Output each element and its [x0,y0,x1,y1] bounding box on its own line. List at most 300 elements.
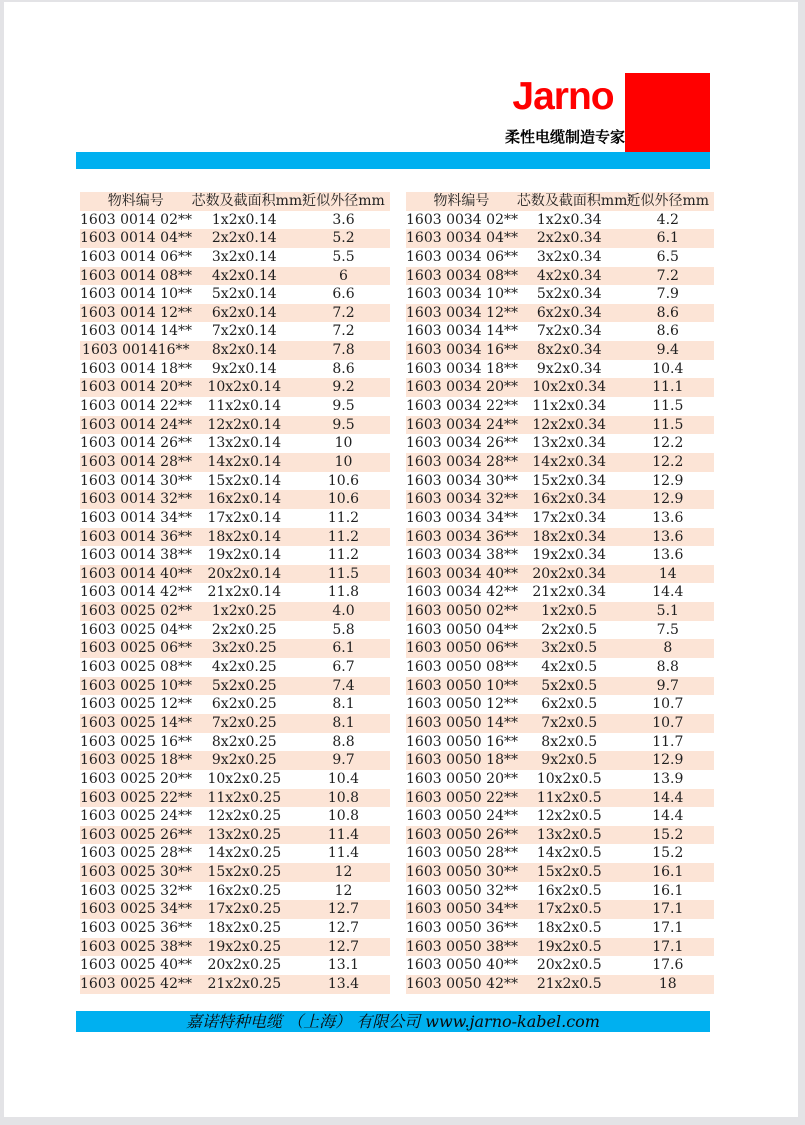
outer-diameter: 5.2 [332,230,355,247]
material-code: 1603 0025 42** [80,975,192,992]
table-row [406,863,714,882]
material-code: 1603 0014 06** [80,248,192,265]
material-code: 1603 0050 38** [406,938,518,955]
table-row [80,341,390,360]
material-code: 1603 0014 32** [80,491,192,508]
core-spec: 18x2x0.5 [536,919,602,936]
material-code: 1603 0034 18** [406,360,518,377]
core-spec: 18x2x0.25 [207,919,282,936]
outer-diameter: 10 [334,435,353,452]
core-spec: 14x2x0.14 [207,453,282,470]
material-code: 1603 0034 24** [406,416,518,433]
core-spec: 15x2x0.34 [532,472,607,489]
outer-diameter: 9.2 [332,379,355,396]
outer-diameter: 10.4 [327,770,360,787]
table-row [80,770,390,789]
table-row [80,677,390,696]
core-spec: 2x2x0.34 [536,230,602,247]
material-code: 1603 0025 28** [80,845,192,862]
table-row [406,826,714,845]
core-spec: 2x2x0.14 [211,230,277,247]
outer-diameter: 13.6 [652,547,684,564]
core-spec: 21x2x0.14 [207,584,282,601]
outer-diameter: 13.4 [327,975,360,992]
core-spec: 21x2x0.5 [536,975,602,992]
material-code: 1603 0034 06** [406,248,518,265]
material-code: 1603 0034 42** [406,584,518,601]
material-code: 1603 0025 26** [80,826,192,843]
core-spec: 10x2x0.5 [536,770,602,787]
header-divider-bar [76,152,710,169]
material-code: 1603 0014 14** [80,323,192,340]
material-code: 1603 0050 16** [406,733,518,750]
outer-diameter: 3.6 [332,211,355,228]
table-row [406,770,714,789]
core-spec: 11x2x0.14 [207,398,282,415]
table-row [406,695,714,714]
column-header: 物料编号 [433,193,490,209]
core-spec: 4x2x0.14 [211,267,277,284]
core-spec: 6x2x0.25 [211,696,277,713]
table-row [80,304,390,323]
table-row [406,285,714,304]
core-spec: 4x2x0.25 [211,659,277,676]
material-code: 1603 0025 14** [80,714,192,731]
core-spec: 10x2x0.34 [532,379,607,396]
core-spec: 7x2x0.5 [541,714,598,731]
table-row [80,322,390,341]
core-spec: 7x2x0.34 [536,323,602,340]
material-code: 1603 0014 30** [80,472,192,489]
material-code: 1603 0025 38** [80,938,192,955]
outer-diameter: 10.4 [652,360,684,377]
outer-diameter: 7.5 [656,621,679,638]
core-spec: 9x2x0.34 [536,360,602,377]
core-spec: 4x2x0.5 [541,659,598,676]
core-spec: 20x2x0.25 [207,957,282,974]
outer-diameter: 9.7 [332,752,355,769]
material-code: 1603 0014 22** [80,398,192,415]
outer-diameter: 13.6 [652,509,684,526]
table-row [80,267,390,286]
table-row [406,211,714,230]
material-code: 1603 0014 38** [80,547,192,564]
core-spec: 5x2x0.5 [541,677,598,694]
material-code: 1603 0050 34** [406,901,518,918]
outer-diameter: 7.9 [656,286,679,303]
table-row [80,826,390,845]
core-spec: 12x2x0.5 [536,808,602,825]
core-spec: 16x2x0.25 [207,882,282,899]
outer-diameter: 14.4 [652,584,684,601]
core-spec: 4x2x0.34 [536,267,602,284]
outer-diameter: 12.2 [652,435,684,452]
material-code: 1603 0050 04** [406,621,518,638]
table-row [80,602,390,621]
outer-diameter: 7.4 [332,677,355,694]
outer-diameter: 11.8 [327,584,360,601]
table-row [80,863,390,882]
outer-diameter: 10.7 [652,696,684,713]
spec-table-left [80,192,390,994]
material-code: 1603 0034 14** [406,323,518,340]
table-row [80,397,390,416]
material-code: 1603 0034 32** [406,491,518,508]
table-row [406,751,714,770]
core-spec: 13x2x0.25 [207,826,282,843]
core-spec: 18x2x0.34 [532,528,607,545]
core-spec: 20x2x0.5 [536,957,602,974]
table-row [406,639,714,658]
table-row [406,919,714,938]
core-spec: 13x2x0.5 [536,826,602,843]
table-row [406,453,714,472]
core-spec: 19x2x0.14 [207,547,282,564]
material-code: 1603 0034 26** [406,435,518,452]
material-code: 1603 0025 06** [80,640,192,657]
outer-diameter: 17.6 [652,957,684,974]
outer-diameter: 10.8 [327,808,360,825]
material-code: 1603 0014 42** [80,584,192,601]
material-code: 1603 0014 40** [80,565,192,582]
material-code: 1603 0050 06** [406,640,518,657]
table-header-row [406,192,714,211]
material-code: 1603 0025 08** [80,659,192,676]
table-row [406,378,714,397]
core-spec: 21x2x0.34 [532,584,607,601]
core-spec: 13x2x0.14 [207,435,282,452]
outer-diameter: 16.1 [652,864,684,881]
table-header-row [80,192,390,211]
material-code: 1603 0014 34** [80,509,192,526]
outer-diameter: 17.1 [652,901,684,918]
core-spec: 15x2x0.14 [207,472,282,489]
material-code: 1603 0025 20** [80,770,192,787]
outer-diameter: 11.5 [652,398,684,415]
core-spec: 13x2x0.34 [532,435,607,452]
table-row [80,546,390,565]
table-row [406,882,714,901]
material-code: 1603 0034 10** [406,286,518,303]
table-row [406,844,714,863]
core-spec: 3x2x0.5 [541,640,598,657]
material-code: 1603 0034 08** [406,267,518,284]
material-code: 1603 0025 36** [80,919,192,936]
table-row [80,658,390,677]
material-code: 1603 0034 28** [406,453,518,470]
material-code: 1603 0014 10** [80,286,192,303]
table-row [80,248,390,267]
table-row [406,397,714,416]
table-row [80,751,390,770]
outer-diameter: 8.6 [656,323,679,340]
outer-diameter: 12.9 [652,752,684,769]
outer-diameter: 6.7 [332,659,355,676]
core-spec: 16x2x0.5 [536,882,602,899]
material-code: 1603 0050 02** [406,603,518,620]
outer-diameter: 6.1 [332,640,355,657]
core-spec: 6x2x0.5 [541,696,598,713]
core-spec: 21x2x0.25 [207,975,282,992]
outer-diameter: 7.2 [656,267,679,284]
table-row [80,789,390,808]
company-footer-text: 嘉诺特种电缆 （上海） 有限公司 www.jarno-kabel.com [186,1012,600,1031]
column-header: 芯数及截面积mm² [191,193,308,209]
core-spec: 9x2x0.25 [211,752,277,769]
material-code: 1603 0034 16** [406,342,518,359]
material-code: 1603 0034 22** [406,398,518,415]
core-spec: 14x2x0.5 [536,845,602,862]
core-spec: 11x2x0.5 [536,789,602,806]
core-spec: 2x2x0.25 [211,621,277,638]
material-code: 1603 0025 02** [80,603,192,620]
core-spec: 7x2x0.25 [211,714,277,731]
table-row [80,639,390,658]
core-spec: 14x2x0.25 [207,845,282,862]
outer-diameter: 14.4 [652,808,684,825]
material-code: 1603 0034 04** [406,230,518,247]
outer-diameter: 10.6 [327,472,360,489]
table-row [406,900,714,919]
material-code: 1603 0025 40** [80,957,192,974]
material-code: 1603 0025 10** [80,677,192,694]
material-code: 1603 0050 40** [406,957,518,974]
outer-diameter: 9.7 [656,677,679,694]
material-code: 1603 0025 24** [80,808,192,825]
core-spec: 12x2x0.25 [207,808,282,825]
outer-diameter: 11.5 [327,565,360,582]
outer-diameter: 11.5 [652,416,684,433]
material-code: 1603 0050 12** [406,696,518,713]
core-spec: 20x2x0.14 [207,565,282,582]
outer-diameter: 12.9 [652,491,684,508]
material-code: 1603 0034 40** [406,565,518,582]
core-spec: 9x2x0.5 [541,752,598,769]
material-code: 1603 0034 34** [406,509,518,526]
core-spec: 19x2x0.5 [536,938,602,955]
core-spec: 6x2x0.34 [536,304,602,321]
table-row [80,882,390,901]
outer-diameter: 7.2 [332,323,355,340]
column-header: 芯数及截面积mm² [516,193,634,209]
table-row [80,528,390,547]
table-row [80,938,390,957]
core-spec: 17x2x0.25 [207,901,282,918]
core-spec: 5x2x0.34 [536,286,602,303]
outer-diameter: 17.1 [652,919,684,936]
core-spec: 5x2x0.25 [211,677,277,694]
table-row [80,472,390,491]
material-code: 1603 0034 20** [406,379,518,396]
outer-diameter: 8 [663,640,673,657]
outer-diameter: 14 [658,565,677,582]
outer-diameter: 12 [334,864,353,881]
table-row [80,807,390,826]
material-code: 1603 0025 12** [80,696,192,713]
core-spec: 8x2x0.25 [211,733,277,750]
table-row [406,677,714,696]
core-spec: 16x2x0.14 [207,491,282,508]
table-row [406,304,714,323]
outer-diameter: 11.2 [327,547,360,564]
spec-table-right [406,192,714,994]
core-spec: 15x2x0.25 [207,864,282,881]
table-row [406,509,714,528]
core-spec: 12x2x0.14 [207,416,282,433]
outer-diameter: 12.7 [327,901,360,918]
material-code: 1603 0025 30** [80,864,192,881]
table-row [80,509,390,528]
core-spec: 12x2x0.34 [532,416,607,433]
material-code: 1603 0014 04** [80,230,192,247]
table-row [406,267,714,286]
table-row [80,900,390,919]
outer-diameter: 7.2 [332,304,355,321]
outer-diameter: 5.8 [332,621,355,638]
outer-diameter: 13.9 [652,770,684,787]
outer-diameter: 11.2 [327,528,360,545]
material-code: 1603 0025 32** [80,882,192,899]
material-code: 1603 0050 10** [406,677,518,694]
core-spec: 11x2x0.25 [207,789,282,806]
outer-diameter: 13.1 [327,957,360,974]
outer-diameter: 4.2 [656,211,679,228]
material-code: 1603 0014 26** [80,435,192,452]
material-code: 1603 0034 38** [406,547,518,564]
table-row [406,975,714,994]
outer-diameter: 10.6 [327,491,360,508]
material-code: 1603 0014 12** [80,304,192,321]
outer-diameter: 18 [658,975,677,992]
table-row [80,956,390,975]
material-code: 1603 0025 18** [80,752,192,769]
outer-diameter: 12.9 [652,472,684,489]
table-row [406,938,714,957]
outer-diameter: 12.7 [327,938,360,955]
material-code: 1603 0014 28** [80,453,192,470]
outer-diameter: 8.1 [332,714,355,731]
logo-red-block [625,73,710,152]
outer-diameter: 9.5 [332,416,355,433]
outer-diameter: 11.4 [327,826,360,843]
table-row [406,490,714,509]
material-code: 1603 0014 18** [80,360,192,377]
core-spec: 17x2x0.34 [532,509,607,526]
core-spec: 14x2x0.34 [532,453,607,470]
column-header: 近似外径mm [302,193,385,209]
outer-diameter: 15.2 [652,845,684,862]
outer-diameter: 11.7 [652,733,684,750]
material-code: 1603 0050 28** [406,845,518,862]
material-code: 1603 0025 16** [80,733,192,750]
table-row [80,621,390,640]
table-row [406,583,714,602]
outer-diameter: 12.2 [652,453,684,470]
outer-diameter: 8.1 [332,696,355,713]
core-spec: 8x2x0.34 [536,342,602,359]
table-row [80,378,390,397]
column-header: 近似外径mm [626,193,710,209]
core-spec: 19x2x0.34 [532,547,607,564]
core-spec: 8x2x0.14 [211,342,277,359]
outer-diameter: 6.5 [656,248,679,265]
table-row [406,229,714,248]
document-page [4,2,798,1117]
outer-diameter: 5.5 [332,248,355,265]
outer-diameter: 6 [339,267,348,284]
outer-diameter: 6.6 [332,286,355,303]
table-row [406,416,714,435]
outer-diameter: 8.8 [332,733,355,750]
material-code: 1603 0025 22** [80,789,192,806]
outer-diameter: 8.8 [656,659,679,676]
table-row [406,714,714,733]
brand-logo-text: Jarno [512,75,614,118]
material-code: 1603 0034 02** [406,211,518,228]
material-code: 1603 0034 12** [406,304,518,321]
column-header: 物料编号 [107,193,164,209]
material-code: 1603 0050 08** [406,659,518,676]
core-spec: 3x2x0.25 [211,640,277,657]
outer-diameter: 12 [334,882,353,899]
table-row [80,453,390,472]
table-row [406,658,714,677]
material-code: 1603 0050 24** [406,808,518,825]
core-spec: 10x2x0.25 [207,770,282,787]
table-row [406,472,714,491]
outer-diameter: 10.7 [652,714,684,731]
core-spec: 6x2x0.14 [211,304,277,321]
outer-diameter: 15.2 [652,826,684,843]
material-code: 1603 0050 14** [406,714,518,731]
core-spec: 1x2x0.5 [541,603,598,620]
material-code: 1603 0050 26** [406,826,518,843]
core-spec: 15x2x0.5 [536,864,602,881]
table-row [80,919,390,938]
core-spec: 16x2x0.34 [532,491,607,508]
outer-diameter: 10 [334,453,353,470]
outer-diameter: 11.4 [327,845,360,862]
outer-diameter: 13.6 [652,528,684,545]
outer-diameter: 14.4 [652,789,684,806]
core-spec: 17x2x0.14 [207,509,282,526]
outer-diameter: 17.1 [652,938,684,955]
table-row [80,285,390,304]
core-spec: 3x2x0.34 [536,248,602,265]
table-row [80,565,390,584]
core-spec: 18x2x0.14 [207,528,282,545]
table-row [406,789,714,808]
material-code: 1603 0050 20** [406,770,518,787]
material-code: 1603 0014 20** [80,379,192,396]
outer-diameter: 6.1 [656,230,679,247]
table-row [80,844,390,863]
material-code: 1603 001416** [82,342,190,359]
core-spec: 1x2x0.34 [536,211,602,228]
material-code: 1603 0025 04** [80,621,192,638]
core-spec: 17x2x0.5 [536,901,602,918]
core-spec: 7x2x0.14 [211,323,277,340]
material-code: 1603 0050 32** [406,882,518,899]
outer-diameter: 8.6 [656,304,679,321]
material-code: 1603 0014 36** [80,528,192,545]
core-spec: 3x2x0.14 [211,248,277,265]
material-code: 1603 0050 30** [406,864,518,881]
core-spec: 11x2x0.34 [532,398,607,415]
outer-diameter: 7.8 [332,342,355,359]
core-spec: 1x2x0.25 [211,603,277,620]
footer-bar [76,1011,710,1032]
